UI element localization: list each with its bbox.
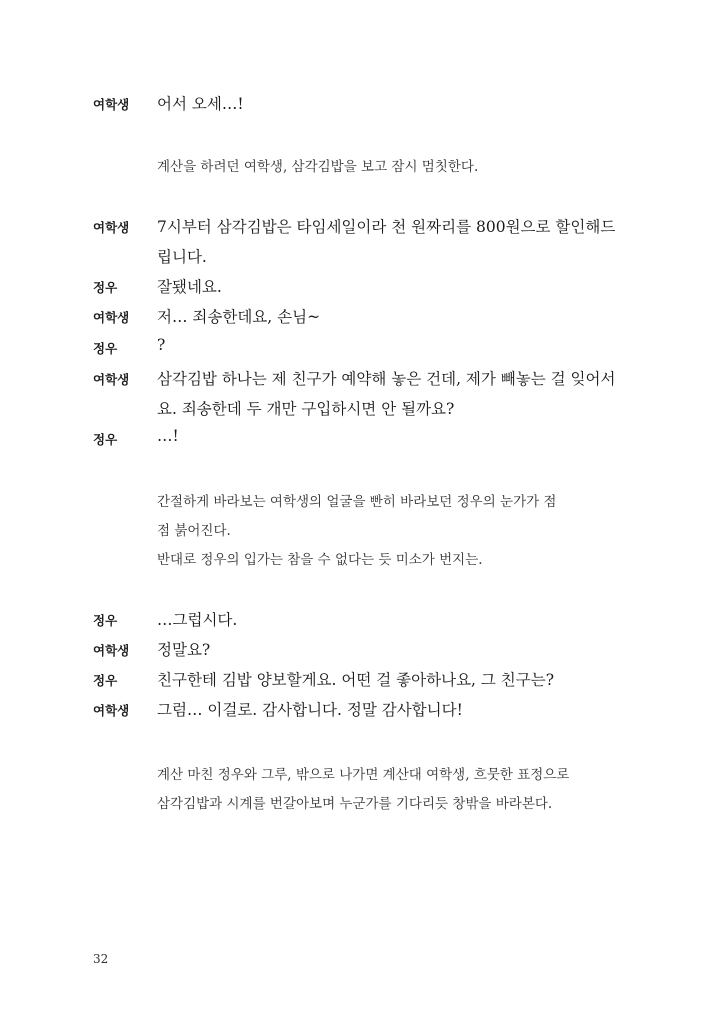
stage-direction: 계산 마친 정우와 그루, 밖으로 나가면 계산대 여학생, 흐뭇한 표정으로 xyxy=(157,767,570,783)
dialogue-line: 7시부터 삼각김밥은 타임세일이라 천 원짜리를 800원으로 할인해드 xyxy=(157,218,616,236)
dialogue-line: 삼각김밥 하나는 제 친구가 예약해 놓은 건데, 제가 빼놓는 걸 잊어서 xyxy=(157,370,616,388)
dialogue-line: …그럽시다. xyxy=(157,611,238,629)
dialogue-line: 어서 오세…! xyxy=(157,95,244,113)
page-number: 32 xyxy=(93,952,109,966)
speaker-label: 여학생 xyxy=(93,220,130,235)
dialogue-line: 립니다. xyxy=(157,248,207,266)
dialogue-line: 친구한테 김밥 양보할게요. 어떤 걸 좋아하나요, 그 친구는? xyxy=(157,671,555,689)
stage-direction: 삼각김밥과 시계를 번갈아보며 누군가를 기다리듯 창밖을 바라본다. xyxy=(157,796,553,812)
speaker-label: 정우 xyxy=(93,280,118,295)
speaker-label: 정우 xyxy=(93,673,118,688)
stage-direction: 계산을 하려던 여학생, 삼각김밥을 보고 잠시 멈칫한다. xyxy=(157,159,479,175)
stage-direction: 반대로 정우의 입가는 참을 수 없다는 듯 미소가 번지는. xyxy=(157,552,483,568)
dialogue-line: 그럼… 이걸로. 감사합니다. 정말 감사합니다! xyxy=(157,701,463,719)
speaker-label: 여학생 xyxy=(93,97,130,112)
speaker-label: 정우 xyxy=(93,613,118,628)
dialogue-line: 정말요? xyxy=(157,641,211,659)
dialogue-line: 저… 죄송한데요, 손님~ xyxy=(157,308,321,326)
speaker-label: 여학생 xyxy=(93,310,130,325)
dialogue-line: 요. 죄송한데 두 개만 구입하시면 안 될까요? xyxy=(157,400,455,418)
stage-direction: 간절하게 바라보는 여학생의 얼굴을 빤히 바라보던 정우의 눈가가 점 xyxy=(157,494,557,510)
speaker-label: 여학생 xyxy=(93,643,130,658)
speaker-label: 정우 xyxy=(93,432,118,447)
speaker-label: 여학생 xyxy=(93,372,130,387)
speaker-label: 여학생 xyxy=(93,703,130,718)
speaker-label: 정우 xyxy=(93,341,118,356)
dialogue-line: 잘됐네요. xyxy=(157,278,222,296)
stage-direction: 점 붉어진다. xyxy=(157,523,231,539)
dialogue-line: ? xyxy=(157,336,166,354)
dialogue-line: …! xyxy=(157,427,179,445)
